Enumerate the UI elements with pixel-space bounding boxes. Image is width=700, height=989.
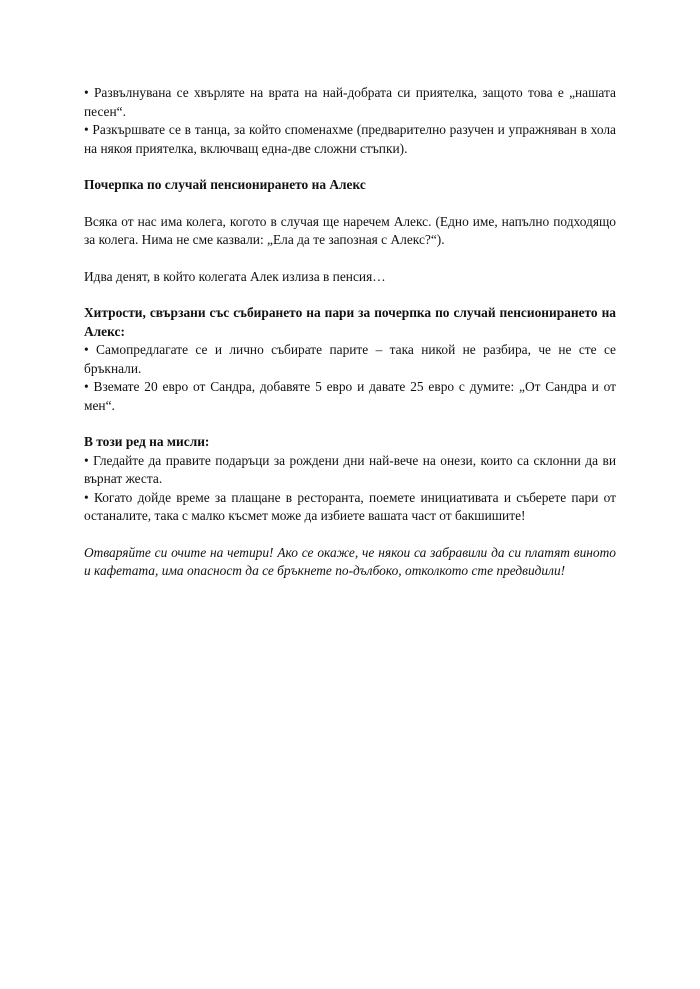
paragraph-retirement-day: Идва денят, в който колегата Алек излиза в пенсия… bbox=[84, 268, 386, 284]
intro-bullet-1: • Развълнувана се хвърляте на врата на най-добрата си приятелка, защото това е „нашата песен“. bbox=[84, 85, 616, 119]
spacer bbox=[84, 526, 616, 544]
spacer bbox=[84, 195, 616, 213]
spacer bbox=[84, 286, 616, 304]
closing-note: Отваряйте си очите на четири! Ако се окаже, че някои са забравили да си платят виното и кафетата, има опасност да се бръкнете по-дълбоко, отколкото сте предвидили! bbox=[84, 544, 616, 578]
section-heading-retirement: Почерпка по случай пенсионирането на Алекс bbox=[84, 177, 366, 192]
tricks-bullet-2: • Вземате 20 евро от Сандра, добавяте 5 евро и давате 25 евро с думите: „От Сандра и от мен“. bbox=[84, 379, 616, 413]
section-heading-thoughts: В този ред на мисли: bbox=[84, 434, 210, 449]
document-body bbox=[84, 84, 616, 581]
paragraph-colleague-alex: Всяка от нас има колега, когото в случая ще наречем Алекс. (Едно име, напълно подходящо за колега. Нима не сме казвали: „Ела да те запозная с Алекс?“). bbox=[84, 213, 616, 247]
thoughts-bullet-2: • Когато дойде време за плащане в ресторанта, поемете инициативата и съберете пари от останалите, така с малко късмет може да избиете вашата част от бакшишите! bbox=[84, 489, 616, 523]
spacer bbox=[84, 250, 616, 268]
intro-bullet-2: • Разкършвате се в танца, за който споменахме (предварително разучен и упражняван в хола на някоя приятелка, включващ една-две сложни стъпки). bbox=[84, 122, 616, 156]
section-heading-tricks: Хитрости, свързани със събирането на пари за почерпка по случай пенсионирането на Алекс: bbox=[84, 305, 616, 339]
thoughts-bullet-1: • Гледайте да правите подаръци за рождени дни най-вече на онези, които са склонни да ви върнат жеста. bbox=[84, 452, 616, 486]
spacer bbox=[84, 158, 616, 176]
tricks-bullet-1: • Самопредлагате се и лично събирате парите – така никой не разбира, че не сте се бръкнали. bbox=[84, 342, 616, 376]
spacer bbox=[84, 415, 616, 433]
